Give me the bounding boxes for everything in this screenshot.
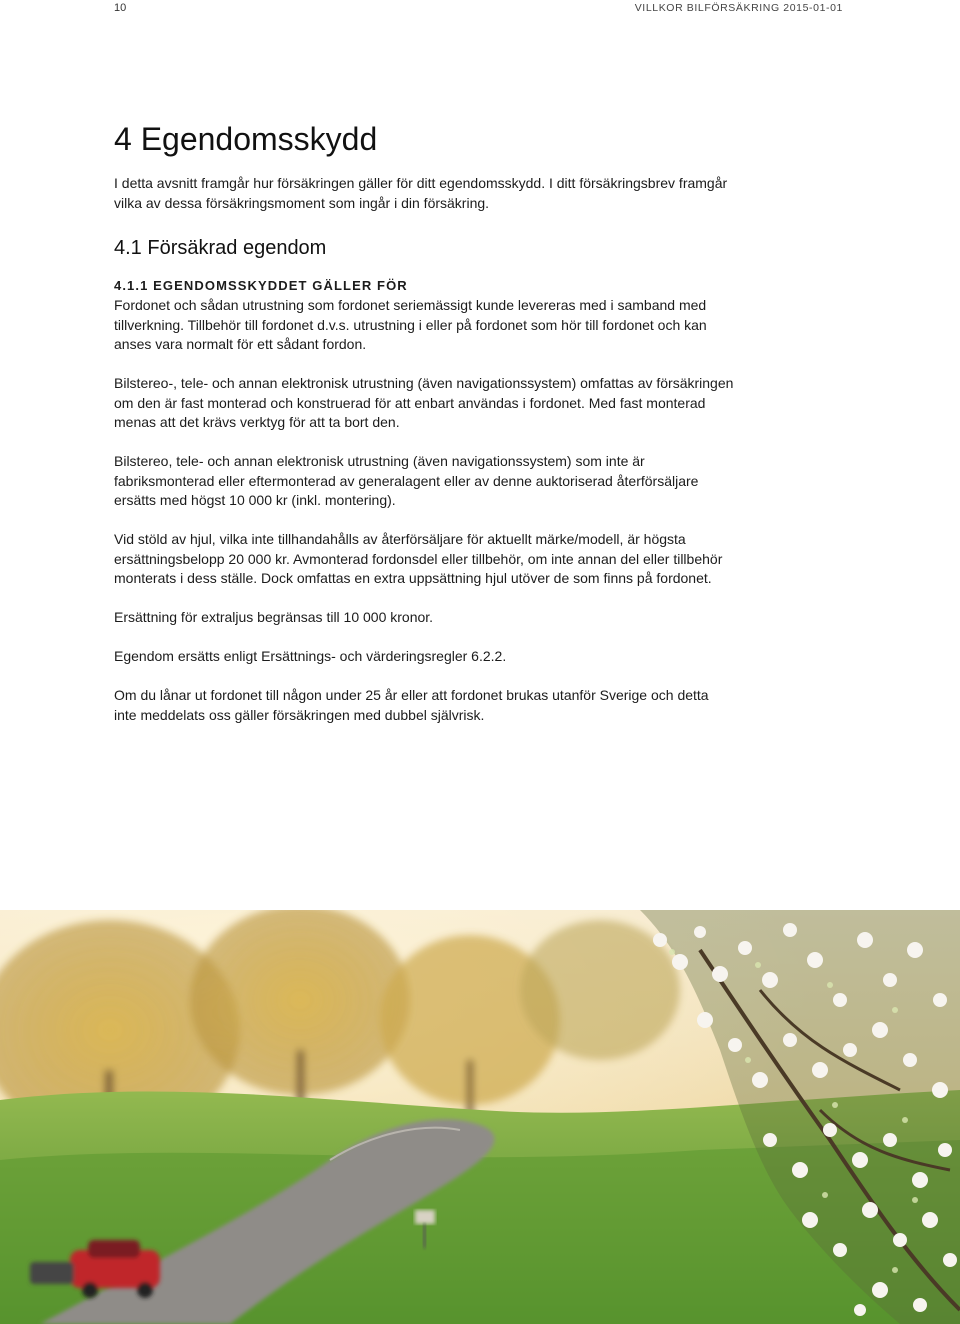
landscape-photo-icon [0,910,960,1324]
body-paragraph: Bilstereo, tele- och annan elektronisk utrustning (även navigationssystem) som inte är fabriksmonterad eller eftermonterad av generalagent eller av denne auktoriserad återförsäljare ersätts med högst 10 000 kr (inkl. montering). [114,453,699,508]
section-title: 4 Egendomsskydd [114,121,378,157]
body-paragraph: Om du lånar ut fordonet till någon under 25 år eller att fordonet brukas utanför Sverige och detta inte meddelats oss gäller försäkringen med dubbel självrisk. [114,687,709,723]
subsection-title: 4.1 Försäkrad egendom [114,237,327,259]
body-paragraph: Bilstereo-, tele- och annan elektronisk utrustning (även navigationssystem) omfattas av försäkringen om den är fast monterad och konstruerad för att enbart användas i fordonet. Med fast monterad menas att det krävs verktyg för att ta bort den. [114,375,734,430]
section-intro: I detta avsnitt framgår hur försäkringen gäller för ditt egendomsskydd. I ditt försäkringsbrev framgår vilka av dessa försäkringsmoment som ingår i din försäkring. [114,175,728,211]
main-content [114,118,734,745]
running-head: VILLKOR BILFÖRSÄKRING 2015-01-01 [634,2,843,14]
body-paragraph: Fordonet och sådan utrustning som fordonet seriemässigt kunde levereras med i samband med tillverkning. Tillbehör till fordonet d.v.s. utrustning i eller på fordonet som hör till fordonet och kan anses vara normalt för ett sådant fordon. [114,297,707,352]
page-number: 10 [114,2,127,14]
body-paragraph: Ersättning för extraljus begränsas till 10 000 kronor. [114,609,434,625]
body-paragraph: Egendom ersätts enligt Ersättnings- och värderingsregler 6.2.2. [114,648,507,664]
body-paragraph: Vid stöld av hjul, vilka inte tillhandahålls av återförsäljare för aktuellt märke/modell, är högsta ersättningsbelopp 20 000 kr. Avmonterad fordonsdel eller tillbehör, om inte annan del eller tillbehör monterats i dess ställe. Dock omfattas en extra uppsättning hjul utöver de som finns på fordonet. [114,531,723,586]
subsubsection-title: 4.1.1 EGENDOMSSKYDDET GÄLLER FÖR [114,278,408,293]
page-header [0,0,960,20]
